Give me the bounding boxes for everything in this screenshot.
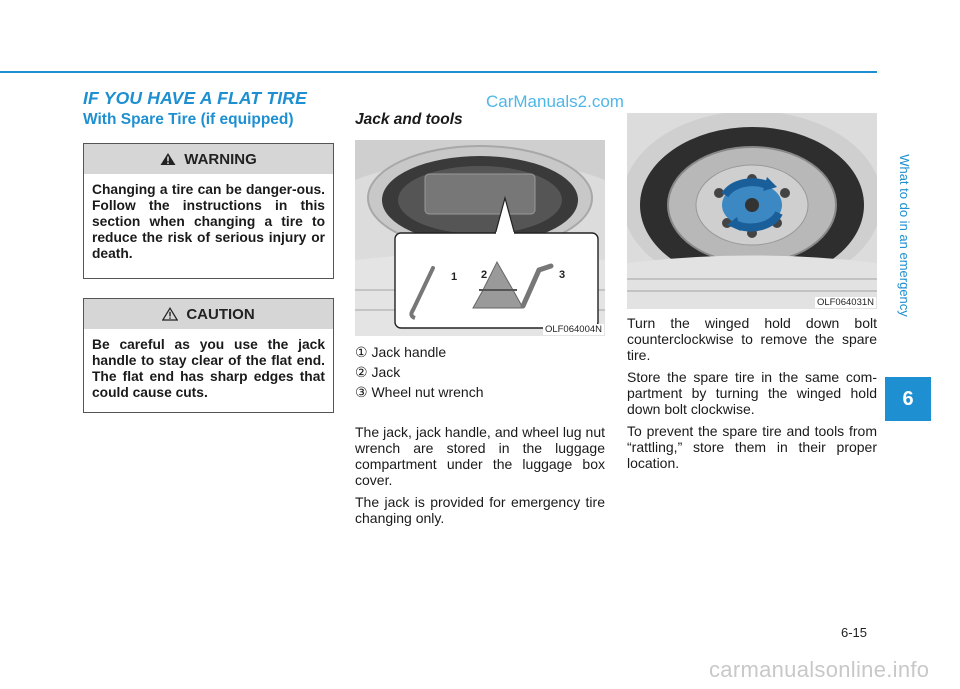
watermark[interactable]: CarManuals2.com (486, 92, 624, 111)
callout-3: 3 (559, 269, 566, 281)
chapter-title: What to do in an emergency (896, 153, 912, 317)
warning-text: Changing a tire can be danger-ous. Follow the instructions in this section when changing a tire to reduce the risk of serious injury or death. (92, 182, 325, 261)
chapter-tab: 6 (885, 377, 931, 421)
caution-label: CAUTION (186, 305, 255, 323)
jack-tools-list (355, 342, 484, 402)
warning-box (83, 143, 334, 279)
chapter-side-label (893, 95, 915, 375)
warning-header (84, 144, 333, 174)
top-rule (0, 71, 877, 73)
paragraph-remove-spare: Turn the winged hold down bolt counterclockwise to remove the spare tire. (627, 315, 877, 363)
paragraph-prevent-rattling: To prevent the spare tire and tools from “rattling,” store them in their proper location. (627, 423, 877, 471)
subsection-title: With Spare Tire (if equipped) (83, 111, 294, 128)
jack-tools-title: Jack and tools (355, 111, 463, 128)
caution-triangle-icon (162, 307, 178, 321)
footer-watermark[interactable]: carmanualsonline.info (709, 657, 930, 682)
paragraph-storage: The jack, jack handle, and wheel lug nut wrench are stored in the luggage compartment under the luggage box cover. (355, 424, 605, 488)
page-number: 6-15 (841, 625, 868, 640)
callout-2: 2 (481, 269, 488, 281)
list-item-jack-handle: ① Jack handle (355, 344, 447, 360)
caution-header (84, 299, 333, 329)
jack-tools-description (355, 424, 605, 532)
warning-triangle-icon (160, 152, 176, 166)
paragraph-emergency-use: The jack is provided for emergency tire changing only. (355, 494, 605, 526)
caution-text: Be careful as you use the jack handle to stay clear of the flat end. The flat end has sharp edges that could cause cuts. (92, 337, 325, 400)
section-title: IF YOU HAVE A FLAT TIRE (83, 88, 307, 108)
spare-tire-description (627, 315, 877, 477)
caution-box (83, 298, 334, 413)
list-item-wheel-nut-wrench: ③ Wheel nut wrench (355, 384, 484, 400)
callout-1: 1 (451, 271, 458, 283)
jack-tools-illustration (355, 140, 605, 336)
spare-tire-illustration (627, 113, 877, 309)
paragraph-store-spare: Store the spare tire in the same com-partment by turning the winged hold down bolt clockwise. (627, 369, 877, 417)
warning-label: WARNING (184, 150, 257, 168)
list-item-jack: ② Jack (355, 364, 401, 380)
image-code-spare: OLF064031N (816, 297, 874, 308)
image-code-jack: OLF064004N (544, 324, 602, 335)
